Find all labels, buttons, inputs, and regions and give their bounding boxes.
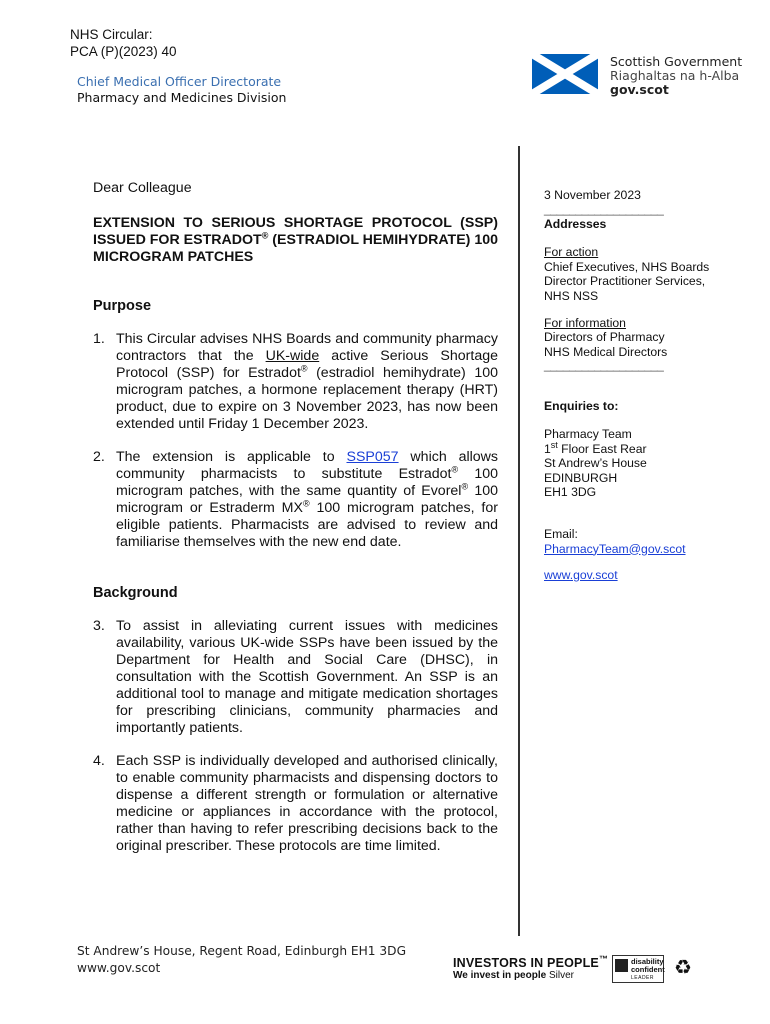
paragraph-text: Each SSP is individually developed and authorised clinically, to enable community pharmacists and dispensing doctors to dispense a different strength or formulation or alternative medicine or appliances in accordance with the protocol, rather than having to refer prescribing decisions back to the original prescriber. These protocols are time limited. (116, 753, 498, 854)
footer-address-block (77, 943, 406, 977)
p1-text-a: This Circular advises NHS Boards and community pharmacy contractors that the (116, 331, 498, 364)
for-action-item: Chief Executives, NHS Boards (544, 259, 710, 274)
uk-wide-underlined: UK-wide (265, 348, 320, 364)
for-action-item: NHS NSS (544, 288, 599, 303)
sidebar-rule: ___________________ (544, 201, 664, 216)
dc-wordmark (631, 958, 665, 974)
footer-address: St Andrew’s House, Regent Road, Edinburgh EH1 3DG (77, 944, 407, 958)
website-link[interactable]: www.gov.scot (544, 568, 618, 583)
salutation: Dear Colleague (93, 180, 192, 196)
floor-number: 1 (544, 441, 551, 456)
logo-line-1: Scottish Government (610, 54, 743, 69)
floor-text: Floor East Rear (557, 441, 647, 456)
address-line: St Andrew’s House (544, 456, 647, 471)
title-part-2: (ESTRADIOL HEMIHYDRATE) 100 MICROGRAM PATCHES (93, 232, 499, 265)
disability-confident-icon (615, 959, 628, 972)
paragraph-text (116, 449, 498, 551)
sidebar-rule: ___________________ (544, 358, 664, 373)
dc-line-2: confident (631, 965, 665, 974)
directorate-name: Chief Medical Officer Directorate (77, 74, 282, 89)
email-block (544, 527, 744, 556)
p2-text-a: The extension is applicable to (116, 449, 347, 465)
p1-registered-mark: ® (300, 363, 308, 374)
for-information-block (544, 316, 744, 372)
enquiries-heading: Enquiries to: (544, 399, 619, 414)
paragraph-1 (93, 331, 498, 433)
for-information-item: NHS Medical Directors (544, 344, 668, 359)
iip-tagline: We invest in people (453, 970, 547, 981)
website-block (544, 568, 744, 583)
email-link[interactable]: PharmacyTeam@gov.scot (544, 541, 686, 556)
address-line: Pharmacy Team (544, 426, 632, 441)
paragraph-number: 2. (93, 449, 105, 465)
circular-reference (70, 26, 177, 60)
letter-body (93, 180, 498, 871)
floor-ordinal: st (550, 439, 558, 450)
address-line (544, 439, 744, 457)
iip-title: INVESTORS IN PEOPLE (453, 956, 599, 970)
addresses-heading: Addresses (544, 216, 607, 231)
p2-registered-mark-2: ® (461, 481, 469, 492)
investors-in-people-logo (453, 953, 609, 981)
circular-line-2: PCA (P)(2023) 40 (70, 44, 177, 59)
column-divider (518, 146, 520, 936)
p2-text-c: 100 microgram patches, with the same quantity of Evorel (116, 466, 498, 499)
paragraph-number: 3. (93, 618, 105, 634)
dc-line-3: LEADER (631, 975, 655, 981)
p2-text-e: 100 microgram patches, for eligible patients. Pharmacists are advised to review and familiarise themselves with the new end date. (116, 500, 498, 550)
ssp057-link[interactable]: SSP057 (346, 449, 399, 465)
purpose-heading: Purpose (93, 298, 152, 314)
for-information-item: Directors of Pharmacy (544, 330, 665, 345)
background-heading: Background (93, 585, 178, 601)
p1-text-b: active Serious Shortage Protocol (SSP) for Estradot (116, 348, 498, 381)
address-line: EDINBURGH (544, 470, 618, 485)
paragraph-text (116, 331, 498, 433)
address-line: EH1 3DG (544, 485, 597, 500)
footer-website: www.gov.scot (77, 961, 161, 975)
iip-level: Silver (546, 970, 574, 981)
title-part-1: EXTENSION TO SERIOUS SHORTAGE PROTOCOL (SSP) ISSUED FOR ESTRADOT (93, 215, 498, 248)
paragraph-number: 1. (93, 331, 105, 347)
for-information-label: For information (544, 315, 626, 330)
p1-text-c: (estradiol hemihydrate) 100 microgram patches, a hormone replacement therapy (HRT) product, due to expire on 3 November 2023, has now been extended until Friday 1 December 2023. (116, 365, 498, 432)
iip-line-1 (453, 953, 609, 970)
p2-registered-mark-1: ® (451, 464, 459, 475)
iip-line-2 (453, 970, 608, 981)
paragraph-2 (93, 449, 498, 551)
logo-line-2: Riaghaltas na h-Alba (610, 68, 740, 83)
paragraph-4 (93, 753, 498, 855)
letter-title (93, 215, 498, 266)
dc-line-1: disability (631, 957, 664, 966)
email-label: Email: (544, 526, 578, 541)
division-name: Pharmacy and Medicines Division (77, 90, 287, 105)
directorate-block (77, 74, 286, 106)
for-action-item: Director Practitioner Services, (544, 274, 706, 289)
circular-line-1: NHS Circular: (70, 27, 153, 42)
p2-text-b: which allows community pharmacists to substitute Estradot (116, 449, 498, 482)
letter-date: 3 November 2023 (544, 188, 641, 202)
paragraph-number: 4. (93, 753, 105, 769)
paragraph-text: To assist in alleviating current issues with medicines availability, various UK-wide SSPs have been issued by the Department for Health and Social Care (DHSC), in consultation with the Scottish Government. An SSP is an additional tool to manage and mitigate medication shortages for prescribing clinicians, community pharmacies and importantly patients. (116, 618, 498, 736)
saltire-flag-icon (532, 54, 598, 94)
p2-registered-mark-3: ® (302, 498, 310, 509)
disability-confident-logo (612, 955, 664, 983)
for-action-label: For action (544, 245, 599, 260)
logo-line-3: gov.scot (610, 82, 669, 97)
title-registered-mark: ® (261, 230, 269, 241)
p2-text-d: 100 microgram or Estraderm MX (116, 483, 498, 516)
for-action-block (544, 245, 744, 303)
logo-wordmark (610, 55, 742, 97)
paragraph-3 (93, 618, 498, 737)
enquiries-address (544, 427, 744, 500)
recycle-icon: ♻ (674, 957, 692, 979)
sidebar (544, 188, 744, 583)
iip-trademark: ™ (598, 953, 609, 964)
